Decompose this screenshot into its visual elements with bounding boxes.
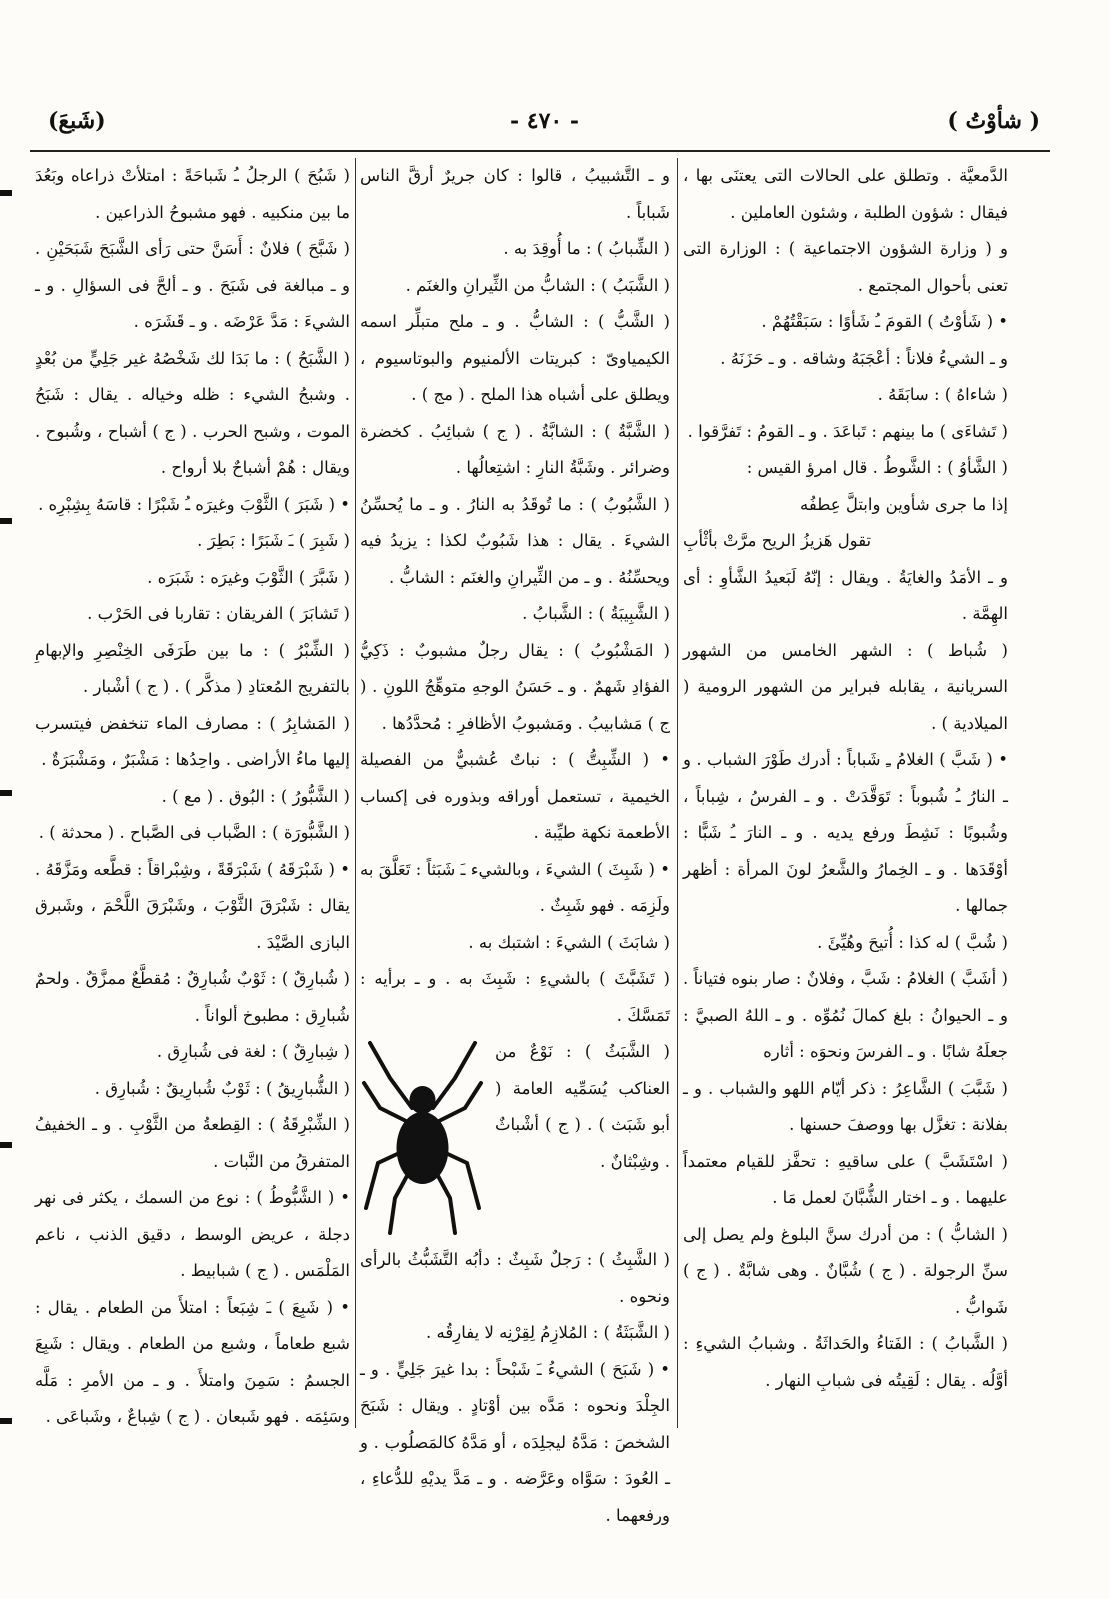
entry: ( الشَّبَّةُ ) : الشابَّةُ . ( ج ) شبائِبُ . كخضرة وضرائر . وشَبَّةُ النارِ : اشتِعالُها . [360,421,670,477]
scan-mark [0,790,12,796]
entry: ( الشَّأوُ ) : الشَّوطُ . قال امرؤ القيس : [746,458,1008,477]
header-guide-word-right: ( شأوْتُ ) [947,108,1040,134]
column-left [35,158,350,1438]
poem-verse: إذا ما جرى شأوين وابتلَّ عِطفُه [800,494,1008,514]
entry: ( شَبَّبَ ) الشَّاعِرُ : ذكر أيّام اللهو والشباب . و ـ بفلانة : تغزَّل بها ووصفَ حسنها . [683,1078,1008,1134]
entry: ( الشَّبَحُ ) : ما بَدَا لك شَخْصُهُ غير جَلِيٍّ من بُعْدٍ . وشبحُ الشيء : ظله وخياله . يقال : شَبَحُ الموت ، وشبح الحرب . ( ج ) أشباح ، وشُبوح . ويقال : هُمْ أشباحٌ بلا أرواح . [35,348,350,477]
entry: ( الشَّبِثُ ) : رَجلٌ شَبِثٌ : دأبُه التَّشَبُّثُ بالرأى ونحوه . [360,1250,670,1306]
entry: • ( شَبِعَ ) ـَ شِبَعاً : امتلأَ من الطعام . يقال : شبع طعاماً ، وشبع من الطعام . ويقال : شَبِعَ الجسمُ : سَمِنَ وامتلأَ . و ـ من الأمرِ : مَلَّه وسَئِمَه . فهو شَبعان . ( ج ) شِباعٌ ، وشَباعَى . [35,1297,350,1426]
entry: ( شابَثَ ) الشيءَ : اشتبك به . [468,932,670,952]
entry: • ( شَبَحَ ) الشيءُ ـَ شَبْحاً : بدا غيرَ جَلِيٍّ . و ـ الجِلْدَ ونحوه : مَدَّه بين أوْتادٍ . ويقال : شَبَحَ الشخصَ : مَدَّهُ ليجلِدَه ، أو مَدَّهُ كالمَصلُوب . و ـ العُودَ : سَوَّاه وعَرَّضه . و ـ مَدَّ يديْهِ للدُّعاءِ ، ورفعهما . [360,1359,670,1525]
entry: ( الشَّبَبُ ) : الشابُّ من الثِّيرانِ والغنَم . [405,275,670,295]
column-right [683,158,1008,1438]
entry: ( شَبُحَ ) الرجلُ ـُ شَباحَةً : امتلأتْ ذراعاه وبَعُدَ ما بين منكبيه . فهو مشبوحُ الذراعين . [35,166,350,222]
scan-mark [0,1142,12,1148]
entry: الدَّمعيَّة . وتطلق على الحالات التى يعتنَى بها ، فيقال : شؤون الطلبة ، وشئون العاملين . [683,166,1008,222]
entry: و ـ الأمَدُ والغايَةُ . ويقال : إنّهُ لَبَعيدُ الشَّأوِ : أى الهِمَّة . [683,567,1008,623]
entry: ( الشِّبْرِقَةُ ) : القِطعةُ من الثَّوْبِ . و ـ الخفيفُ المتفرقُ من النَّبات . [35,1115,350,1171]
entry: ( شِبارِقٌ ) : لغة فى شُبارِق . [156,1042,350,1061]
page-header [40,108,1040,148]
entry: • ( شَبْرَقَهُ ) شَبْرَقَةً ، وشِبْراقاً : قطَّعه ومَزَّقَهُ . يقال : شَبْرَقَ الثَّوْبَ ، وشَبْرَقَ اللَّحْمَ ، وشَبرق البازى الصَّيْدَ . [35,859,350,952]
entry: ( الشَّبَثُ ) : نَوْعٌ من العناكب يُسَمِّيه العامة ( أبو شَبَث ) . ( ج ) أشْباثٌ . وشِبْثانٌ . [495,1042,670,1171]
entry: • ( الشِّبِتُّ ) : نباتٌ عُشبيٌّ من الفصيلة الخيمية ، تستعمل أوراقه وبذوره فى إكساب الأطعمة نكهة طيِّبة . [360,750,670,842]
header-guide-word-left: (شَبعَ) [48,108,106,134]
entry: ( شَبِرَ ) ـَ شَبَرًا : بَطِرَ . [197,531,350,550]
entry: ( شُبَّ ) له كذا : أُتيحَ وهُيِّئَ . [817,932,1008,952]
entry: ( اسْتَشَبَّ ) على ساقيهِ : تحفَّز للقيام معتمداً عليهما . و ـ اختار الشُّبَّانَ لعمل مَا . [683,1151,1008,1207]
entry: ( الشَّبُّ ) : الشابُّ . و ـ ملح متبلِّر اسمه الكيمياوىّ : كبريتات الألمنيوم والبوتاسيوم ، ويطلق على أشباه هذا الملح . ( مج ) . [360,312,670,404]
entry: ( الشَّبَثَةُ ) : المُلازِمُ لِقِرْنِه لا يفارِقُه . [426,1323,670,1342]
poem-verse: تقول هَزيزُ الريح مرَّتْ بأثْأبِ [683,531,872,550]
header-rule [30,150,1050,152]
entry: ( شَبَّرَ ) الثَّوْبَ وغيرَه : شَبَرَه . [147,567,350,587]
entry: ( أشَبَّ ) الغلامُ : شَبَّ ، وفلانٌ : صار بنوه فتياناً . و ـ الحيوانُ : بلغ كمالَ نُمُوِّه . و ـ اللهُ الصبيَّ : جعلَهُ شابًا . و ـ الفرسَ ونحوَه : أثاره [683,969,1008,1061]
page-number: - ٤٧٠ - [510,108,580,134]
entry: • ( الشَّبُّوطُ ) : نوع من السمك ، يكثر فى نهر دجلة ، عريض الوسط ، دقيق الذنب ، ناعم المَلْمَس . ( ج ) شبابيط . [35,1188,350,1280]
entry: ( الشُّبارِيقُ ) : ثَوْبٌ شُبارِيقٌ : شُبارِق . [94,1078,350,1098]
column-divider [677,158,678,1428]
entry: ( تَشاءَى ) ما بينهم : تَباعَدَ . و ـ القومُ : تَفرَّقوا . [687,421,1008,441]
entry: ( الشَّبُّورَة ) : الضَّباب فى الصَّباح . ( محدثة ) . [38,823,350,842]
entry: ( تَشابَرَ ) الفريقان : تقاربا فى الحَرْب . [87,604,350,623]
entry: ( الشَّبُوبُ ) : ما تُوقَدُ به النارُ . و ـ ما يُحسِّنُ الشيءَ . يقال : هذا شَبُوبٌ لكذا : يزيدُ فيه ويحسِّنُهُ . و ـ من الثِّيرانِ والغنَم : الشابُّ . [360,494,670,587]
column-divider [355,158,356,1428]
entry: ( شاءاهُ ) : سابَقَهُ . [877,385,1008,404]
entry: ( شَبَّحَ ) فلانٌ : أَسَنَّ حتى رَأى الشَّبَحَ شَبَحَيْنِ . و ـ مبالغة فى شَبَحَ . و ـ ألحَّ فى السؤالِ . و ـ الشيءَ : مَدَّ عَرْضَه . و ـ قَشَرَه . [35,239,350,331]
spider-icon [360,1038,485,1238]
entry: ( الشَّبُّورُ ) : البُوق . ( مع ) . [161,786,350,806]
entry: ( الشَّبِيبَةُ ) : الشَّبابُ . [522,604,670,623]
entry: ( المَشْبُوبُ ) : يقال رجلٌ مشبوبٌ : ذَكِيُّ الفؤادِ شَهمٌ . و ـ حَسَنُ الوجهِ متوهِّجُ اللونِ . ( ج ) مَشابيبُ . ومَشبوبُ الأظافرِ : مُحدَّدُها . [360,640,670,733]
scan-mark [0,518,12,524]
entry: ( الشابُّ ) : من أدرك سنَّ البلوغ ولم يصل إلى سنِّ الرجولة . ( ج ) شُبَّانٌ . وهى شابَّةٌ . ( ج ) شَوابُّ . [683,1224,1008,1317]
entry: ( تَشَبَّثَ ) بالشيءِ : شَبِثَ به . و ـ برأيه : تَمَسَّكَ . [360,969,670,1025]
entry: • ( شَبَرَ ) الثَّوْبَ وغيرَه ـُ شَبْرًا : قاسَهُ بِشِبْرِه . [38,494,350,514]
entry: • ( شَأوْتُ ) القومَ ـُ شَأوًا : سَبَقْتُهُمْ . [761,312,1008,331]
entry: ( الشَّبابُ ) : الفَتاءُ والحَداثَةُ . وشبابُ الشيءِ : أوَّلُه . يقال : لَقِيتُه فى شبابِ النهار . [683,1334,1008,1390]
scan-mark [0,190,12,196]
entry: ( الشِّبابُ ) : ما أُوقِدَ به . [503,239,670,258]
entry: ( شُباط ) : الشهر الخامس من الشهور السريانية ، يقابله فبراير من الشهور الرومية ( الميلادية ) . [683,640,1008,733]
entry: • ( شَبَّ ) الغلامُ ـِ شَباباً : أدرك طَوْرَ الشباب . و ـ النارُ ـُ شُبوباً : تَوَقَّدَتْ . و ـ الفرسُ ، شِباباً ، وشُبوبًا : نَشِطَ ورفع يديه . و ـ النارَ ـُ شَبًّا : أوْقَدَها . و ـ الخِمارُ والشَّعرُ لونَ المرأة : أظهر جمالها . [683,750,1008,915]
entry: ( شُبارِقٌ ) : ثَوْبٌ شُبارِقٌ : مُقطَّعٌ ممزَّقٌ . ولحمٌ شُبارِق : مطبوخ ألواناً . [35,969,350,1025]
entry: و ـ الشيءُ فلاناً : أعْجَبَهُ وشاقه . و ـ حَزَنَهُ . [720,348,1008,368]
column-middle [360,158,670,1525]
entry: و ( وزارة الشؤون الاجتماعية ) : الوزارة التى تعنى بأحوال المجتمع . [683,239,1008,295]
entry: ( المَشابِرُ ) : مصارف الماء تنخفض فيتسرب إليها ماءُ الأراضى . واحِدُها : مَشْبَرٌ ، ومَشْبَرَةٌ . [35,713,350,769]
scan-mark [0,1418,12,1424]
entry: ( الشِّبْرُ ) : ما بين طَرَفَى الخِنْصِرِ والإبهامِ بالتفريج المُعتادِ ( مذكَّر ) . ( ج ) أشْبار . [35,640,350,696]
entry: • ( شَبِثَ ) الشيءَ ، وبالشيء ـَ شَبَثاً : تَعَلَّقَ به ولَزِمَه . فهو شَبِثٌ . [360,859,670,915]
entry: و ـ التَّشبيبُ ، قالوا : كان جريرٌ أرقَّ الناس شَباباً . [360,166,670,222]
